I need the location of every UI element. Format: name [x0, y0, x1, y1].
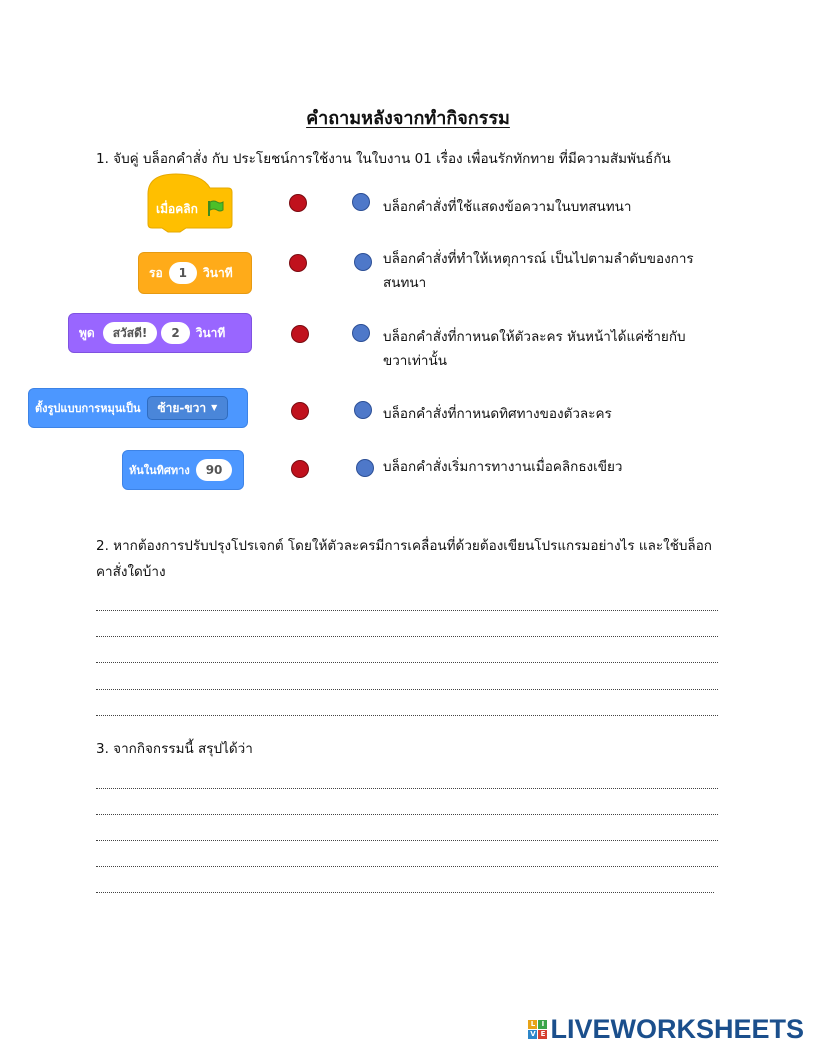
- answer-text-3: บล็อกคำสั่งที่กาหนดให้ตัวละคร หันหน้าได้แค่ซ้ายกับขวาเท่านั้น: [383, 329, 686, 369]
- answer-text-4: บล็อกคำสั่งที่กาหนดทิศทางของตัวละคร: [383, 406, 612, 422]
- block-input-oval: 1: [169, 262, 197, 284]
- block-set-rotation-style: [28, 388, 248, 428]
- answer-text-2: บล็อกคำสั่งที่ทำให้เหตุการณ์ เป็นไปตามลำดับของการสนทนา: [383, 251, 694, 291]
- logo-text: LIVEWORKSHEETS: [550, 1014, 804, 1044]
- answer-text-5: บล็อกคำสั่งเริ่มการทางานเมื่อคลิกธงเขียว: [383, 459, 623, 475]
- match-dot-left-5[interactable]: [291, 460, 309, 478]
- block-say-for-seconds: [68, 313, 252, 353]
- question-3-text: 3. จากกิจกรรมนี้ สรุปได้ว่า: [96, 741, 253, 757]
- answer-line[interactable]: [96, 840, 718, 841]
- dropdown-value: ซ้าย-ขวา: [157, 401, 207, 415]
- block-wait-seconds: [138, 252, 252, 294]
- block-suffix: วินาที: [203, 265, 233, 280]
- liveworksheets-logo: [528, 1014, 804, 1045]
- match-dot-left-2[interactable]: [289, 254, 307, 272]
- chevron-down-icon: ▼: [211, 403, 218, 412]
- block-suffix: วินาที: [195, 325, 226, 340]
- match-dot-right-3[interactable]: [352, 324, 370, 342]
- answer-line[interactable]: [96, 715, 718, 716]
- match-dot-left-1[interactable]: [289, 194, 307, 212]
- answer-line[interactable]: [96, 636, 718, 637]
- block-label: พูด: [79, 325, 95, 340]
- match-dot-right-4[interactable]: [354, 401, 372, 419]
- block-input-oval: 90: [196, 459, 233, 481]
- block-dropdown: [147, 396, 229, 420]
- answer-line[interactable]: [96, 866, 718, 867]
- question-1-text: 1. จับคู่ บล็อกคำสั่ง กับ ประโยชน์การใช้งาน ในใบงาน 01 เรื่อง เพื่อนรักทักทาย ที่มีความสัมพันธ์กัน: [96, 151, 671, 167]
- logo-mark-icon: L I V E: [528, 1020, 547, 1039]
- green-flag-icon: [206, 199, 224, 217]
- block-input-oval: 2: [161, 322, 189, 344]
- block-label: หันในทิศทาง: [129, 464, 190, 477]
- answer-text-1: บล็อกคำสั่งที่ใช้แสดงข้อความในบทสนทนา: [383, 199, 632, 215]
- block-input-oval: สวัสดี!: [103, 322, 158, 344]
- match-dot-left-4[interactable]: [291, 402, 309, 420]
- answer-line[interactable]: [96, 662, 718, 663]
- answer-line[interactable]: [96, 814, 718, 815]
- block-point-in-direction: [122, 450, 244, 490]
- answer-line[interactable]: [96, 788, 718, 789]
- question-2-text: 2. หากต้องการปรับปรุงโปรเจกต์ โดยให้ตัวละครมีการเคลื่อนที่ด้วยต้องเขียนโปรแกรมอย่างไร และใช้บล็อกคาสั่งใดบ้าง: [96, 538, 712, 580]
- match-dot-left-3[interactable]: [291, 325, 309, 343]
- answer-line[interactable]: [96, 892, 714, 893]
- answer-line[interactable]: [96, 689, 718, 690]
- block-when-flag-clicked: [146, 172, 234, 238]
- page-title: คำถามหลังจากทำกิจกรรม: [306, 108, 510, 129]
- answer-line[interactable]: [96, 610, 718, 611]
- block-label: รอ: [149, 265, 163, 280]
- match-dot-right-2[interactable]: [354, 253, 372, 271]
- block-label: เมื่อคลิก: [156, 202, 198, 216]
- block-label: ตั้งรูปแบบการหมุนเป็น: [35, 402, 141, 415]
- match-dot-right-5[interactable]: [356, 459, 374, 477]
- match-dot-right-1[interactable]: [352, 193, 370, 211]
